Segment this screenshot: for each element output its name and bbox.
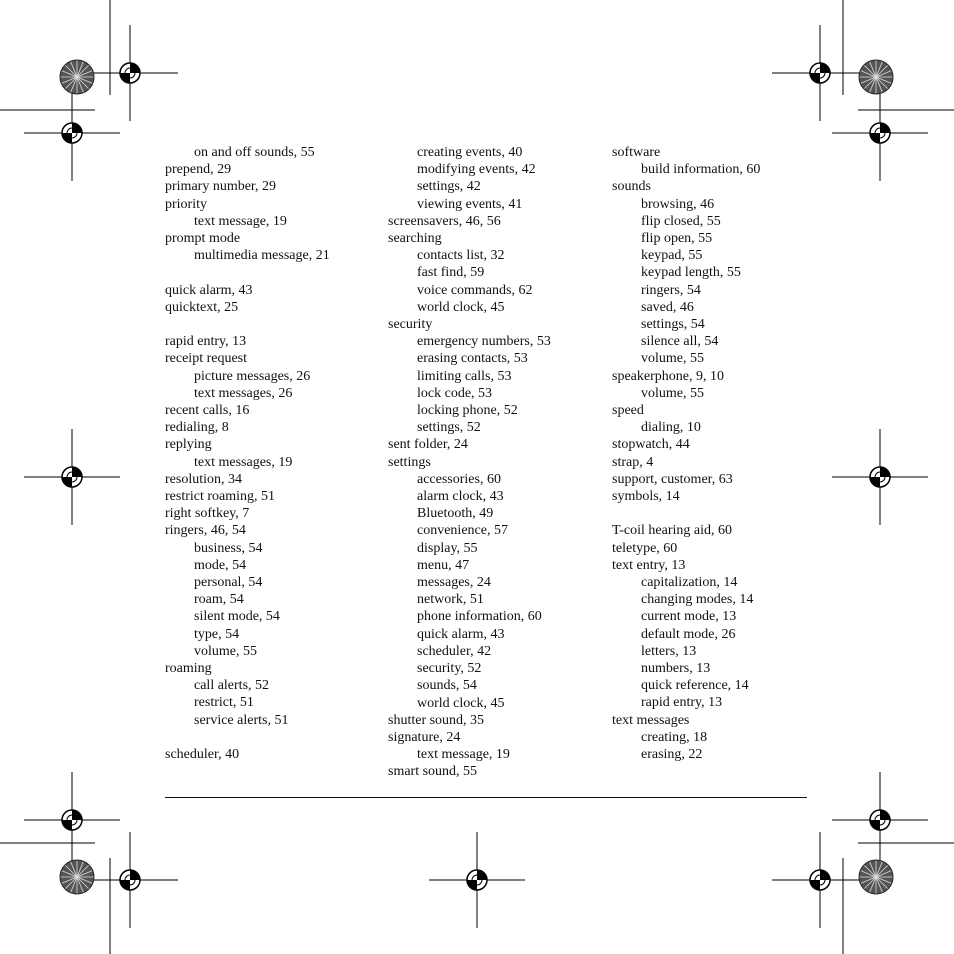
index-subentry: default mode, 26	[641, 626, 736, 642]
index-entry: teletype, 60	[612, 540, 678, 556]
index-subentry: emergency numbers, 53	[417, 334, 551, 350]
index-column-1	[165, 144, 385, 763]
index-entry: prompt mode	[165, 231, 241, 247]
index-subentry: quick alarm, 43	[417, 626, 505, 642]
index-entry: shutter sound, 35	[388, 712, 485, 728]
index-entry: support, customer, 63	[612, 471, 733, 487]
index-subentry: text messages, 19	[194, 454, 293, 470]
index-subentry: capitalization, 14	[641, 575, 738, 591]
index-subentry: flip closed, 55	[641, 213, 721, 229]
index-entry: primary number, 29	[165, 179, 277, 195]
index-subentry: viewing events, 41	[417, 196, 523, 212]
index-entry: priority	[165, 196, 207, 212]
index-subentry: saved, 46	[641, 299, 694, 315]
index-gap	[165, 729, 385, 746]
footer-rule	[165, 797, 807, 798]
index-subentry: phone information, 60	[417, 609, 542, 625]
index-entry: restrict roaming, 51	[165, 489, 276, 505]
index-subentry: keypad, 55	[641, 248, 703, 264]
index-subentry: security, 52	[417, 661, 482, 677]
index-entry: screensavers, 46, 56	[388, 213, 501, 229]
index-subentry: creating, 18	[641, 729, 708, 745]
index-entry: sounds	[612, 179, 651, 195]
index-entry: resolution, 34	[165, 471, 242, 487]
index-subentry: ringers, 54	[641, 282, 701, 298]
index-subentry: multimedia message, 21	[194, 248, 330, 264]
index-subentry: convenience, 57	[417, 523, 508, 539]
index-subentry: letters, 13	[641, 643, 697, 659]
index-subentry: service alerts, 51	[194, 712, 289, 728]
index-subentry: lock code, 53	[417, 385, 493, 401]
index-entry: replying	[165, 437, 212, 453]
index-subentry: accessories, 60	[417, 471, 501, 487]
index-entry: security	[388, 317, 433, 333]
index-entry: smart sound, 55	[388, 764, 478, 780]
index-subentry: Bluetooth, 49	[417, 506, 494, 522]
index-subentry: creating events, 40	[417, 145, 523, 160]
index-subentry: settings, 52	[417, 420, 481, 436]
index-subentry: personal, 54	[194, 575, 263, 591]
index-gap	[612, 505, 832, 522]
index-subentry: volume, 55	[194, 643, 257, 659]
index-entry: roaming	[165, 661, 212, 677]
index-entry: rapid entry, 13	[165, 334, 247, 350]
index-column-2	[388, 144, 608, 781]
index-subentry: text message, 19	[194, 213, 287, 229]
index-subentry: contacts list, 32	[417, 248, 505, 264]
index-subentry: keypad length, 55	[641, 265, 741, 281]
index-entry: software	[612, 145, 661, 160]
index-subentry: business, 54	[194, 540, 263, 556]
index-subentry: voice commands, 62	[417, 282, 533, 298]
index-entry: T-coil hearing aid, 60	[612, 523, 733, 539]
index-subentry: browsing, 46	[641, 196, 715, 212]
index-subentry: current mode, 13	[641, 609, 737, 625]
index-subentry: type, 54	[194, 626, 240, 642]
index-subentry: rapid entry, 13	[641, 695, 723, 711]
index-subentry: alarm clock, 43	[417, 489, 504, 505]
index-subentry: changing modes, 14	[641, 592, 754, 608]
index-subentry: text messages, 26	[194, 385, 293, 401]
index-subentry: silent mode, 54	[194, 609, 280, 625]
index-entry: speed	[612, 403, 644, 419]
index-subentry: volume, 55	[641, 385, 704, 401]
index-entry: text entry, 13	[612, 557, 686, 573]
index-subentry: display, 55	[417, 540, 478, 556]
index-subentry: on and off sounds, 55	[194, 145, 315, 160]
index-gap	[165, 316, 385, 333]
index-entry: text messages	[612, 712, 690, 728]
index-entry: stopwatch, 44	[612, 437, 690, 453]
index-subentry: flip open, 55	[641, 231, 713, 247]
index-subentry: erasing contacts, 53	[417, 351, 528, 367]
index-subentry: text message, 19	[417, 747, 510, 763]
index-subentry: scheduler, 42	[417, 643, 492, 659]
index-subentry: build information, 60	[641, 162, 761, 178]
index-entry: redialing, 8	[165, 420, 229, 436]
index-subentry: volume, 55	[641, 351, 704, 367]
index-entry: scheduler, 40	[165, 747, 240, 763]
index-subentry: erasing, 22	[641, 747, 703, 763]
index-subentry: picture messages, 26	[194, 368, 311, 384]
index-column-3	[612, 144, 832, 763]
index-subentry: locking phone, 52	[417, 403, 518, 419]
index-entry: ringers, 46, 54	[165, 523, 246, 539]
index-subentry: sounds, 54	[417, 678, 477, 694]
index-entry: signature, 24	[388, 729, 461, 745]
index-subentry: fast find, 59	[417, 265, 485, 281]
index-subentry: numbers, 13	[641, 661, 711, 677]
index-subentry: network, 51	[417, 592, 484, 608]
index-subentry: modifying events, 42	[417, 162, 536, 178]
index-subentry: call alerts, 52	[194, 678, 270, 694]
index-subentry: settings, 54	[641, 317, 705, 333]
index-gap	[165, 264, 385, 281]
index-subentry: mode, 54	[194, 557, 247, 573]
index-entry: strap, 4	[612, 454, 654, 470]
index-entry: symbols, 14	[612, 489, 680, 505]
index-entry: settings	[388, 454, 431, 470]
index-entry: prepend, 29	[165, 162, 232, 178]
index-subentry: restrict, 51	[194, 695, 254, 711]
index-subentry: quick reference, 14	[641, 678, 749, 694]
index-entry: right softkey, 7	[165, 506, 250, 522]
index-entry: sent folder, 24	[388, 437, 468, 453]
index-entry: quick alarm, 43	[165, 282, 253, 298]
index-entry: recent calls, 16	[165, 403, 250, 419]
index-subentry: menu, 47	[417, 557, 470, 573]
index-subentry: messages, 24	[417, 575, 491, 591]
index-subentry: settings, 42	[417, 179, 481, 195]
index-subentry: silence all, 54	[641, 334, 719, 350]
index-subentry: dialing, 10	[641, 420, 701, 436]
index-entry: receipt request	[165, 351, 248, 367]
index-entry: quicktext, 25	[165, 299, 239, 315]
index-subentry: world clock, 45	[417, 299, 505, 315]
index-subentry: limiting calls, 53	[417, 368, 512, 384]
index-subentry: roam, 54	[194, 592, 244, 608]
index-entry: searching	[388, 231, 442, 247]
index-subentry: world clock, 45	[417, 695, 505, 711]
index-entry: speakerphone, 9, 10	[612, 368, 724, 384]
